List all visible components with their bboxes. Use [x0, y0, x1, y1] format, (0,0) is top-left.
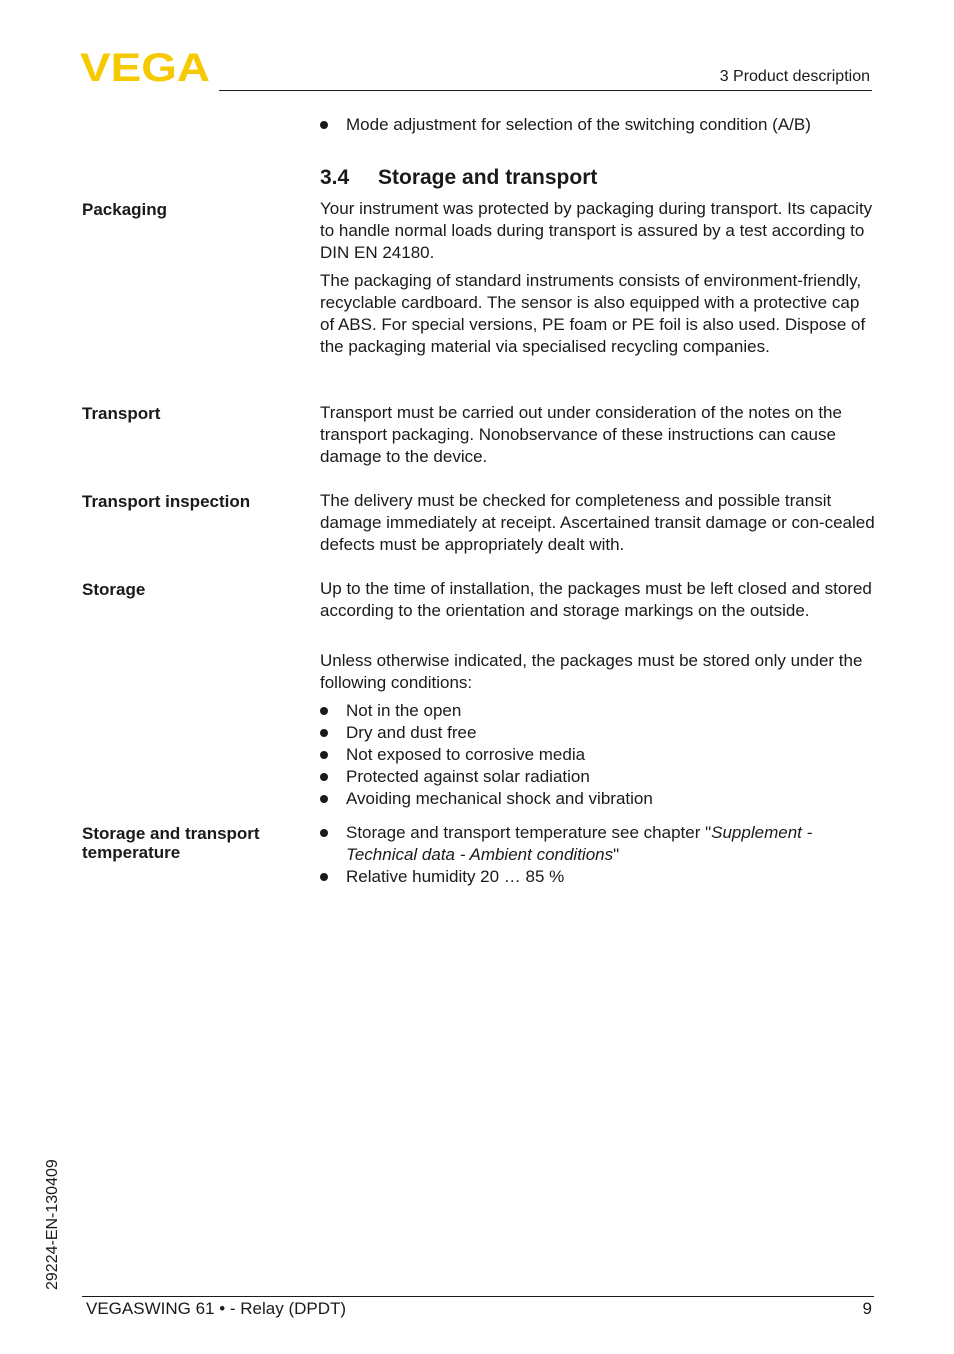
storage-temperature-list	[320, 822, 876, 888]
section-heading	[320, 166, 597, 190]
svg-text:VEGA: VEGA	[80, 50, 210, 84]
list-item: Not in the open	[320, 700, 876, 722]
chapter-reference: Supplement - Technical data - Ambient conditions	[346, 823, 813, 864]
document-number: 29224-EN-130409	[44, 1159, 61, 1290]
packaging-label: Packaging	[82, 200, 168, 219]
footer-rule	[82, 1296, 874, 1297]
footer-product: VEGASWING 61 • - Relay (DPDT)	[86, 1299, 347, 1318]
bullet-icon	[320, 873, 328, 881]
storage-paragraph-1: Up to the time of installation, the packages must be left closed and stored according to the orientation and storage markings on the outside.	[320, 579, 872, 620]
storage-temperature-label: Storage and transport temperature	[82, 824, 260, 862]
bullet-icon	[320, 829, 328, 837]
bullet-icon	[320, 751, 328, 759]
list-item: Protected against solar radiation	[320, 766, 876, 788]
page-number: 9	[862, 1299, 872, 1318]
list-item: Not exposed to corrosive media	[320, 744, 876, 766]
section-number: 3.4	[320, 166, 350, 189]
list-item: Mode adjustment for selection of the switching condition (A/B)	[320, 114, 876, 136]
bullet-icon	[320, 773, 328, 781]
bullet-icon	[320, 707, 328, 715]
header-rule	[219, 90, 872, 91]
list-item: Relative humidity 20 … 85 %	[320, 866, 876, 888]
list-item: Storage and transport temperature see chapter "Supplement - Technical data - Ambient conditions"	[320, 822, 876, 866]
transport-label: Transport	[82, 404, 161, 423]
vega-logo	[80, 50, 212, 84]
transport-paragraph: Transport must be carried out under consideration of the notes on the transport packaging. Nonobservance of these instructions can cause damage to the device.	[320, 403, 842, 466]
packaging-paragraph-1: Your instrument was protected by packaging during transport. Its capacity to handle normal loads during transport is assured by a test according to DIN EN 24180.	[320, 199, 873, 262]
list-item: Avoiding mechanical shock and vibration	[320, 788, 876, 810]
bullet-icon	[320, 729, 328, 737]
header-section-title: 3 Product description	[719, 68, 870, 85]
storage-conditions-list	[320, 700, 876, 810]
transport-inspection-paragraph: The delivery must be checked for completeness and possible transit damage immediately at receipt. Ascertained transit damage or con-cealed defects must be appropriately dealt with.	[320, 491, 875, 554]
storage-paragraph-2: Unless otherwise indicated, the packages must be stored only under the following conditions:	[320, 651, 863, 692]
bullet-icon	[320, 121, 328, 129]
bullet-icon	[320, 795, 328, 803]
storage-label: Storage	[82, 580, 146, 599]
section-title: Storage and transport	[378, 166, 598, 189]
packaging-paragraph-2: The packaging of standard instruments consists of environment-friendly, recyclable cardboard. The sensor is also equipped with a protective cap of ABS. For special versions, PE foam or PE foil is also used. Dispose of the packaging material via specialised recycling companies.	[320, 271, 866, 356]
transport-inspection-label: Transport inspection	[82, 492, 251, 511]
list-item: Dry and dust free	[320, 722, 876, 744]
